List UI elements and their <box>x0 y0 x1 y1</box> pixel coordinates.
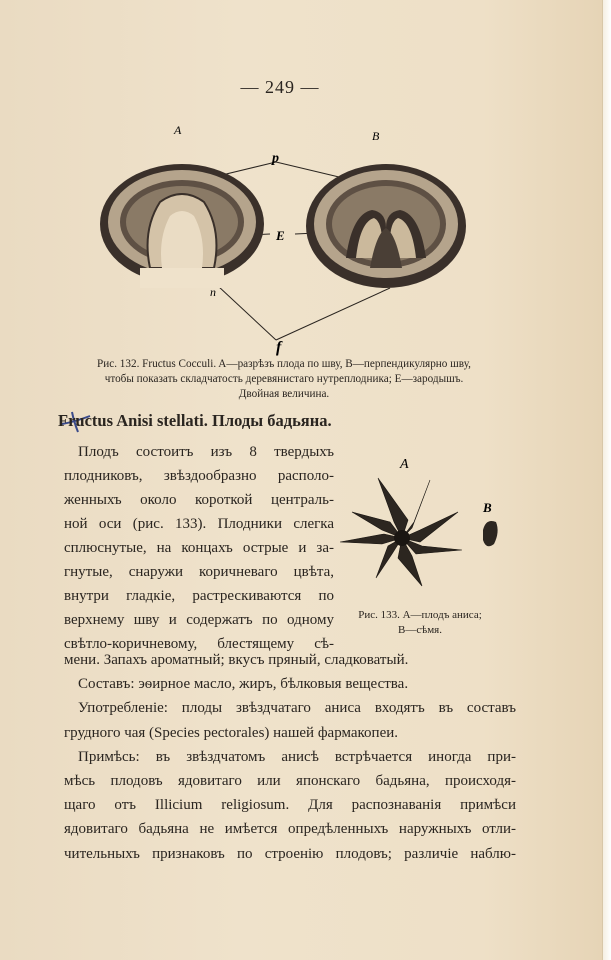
fig132-label-f: f <box>276 339 282 356</box>
fig133-label-b: B <box>483 500 492 515</box>
page-number: — 249 — <box>240 77 320 97</box>
text-line: ной оси (рис. 133). Плодники слегка <box>64 516 334 532</box>
section-heading: Fructus Anisi stellati. Плоды бадьяна. <box>58 411 332 430</box>
fruit-a-drawing <box>100 164 264 288</box>
text-line: плодниковъ, звѣздообразно располо- <box>64 468 334 484</box>
fig132-label-e: E <box>276 228 285 243</box>
caption-line: Рис. 133. A—плодъ аниса; <box>358 609 482 621</box>
caption-line: B—сѣмя. <box>398 624 442 636</box>
figure-132 <box>90 118 490 358</box>
text-line: гнутые, снаружи коричневаго цвѣта, <box>64 564 334 580</box>
text-line: внутри гладкіе, растрескиваются по <box>64 588 334 604</box>
text-line: мѣсь плодовъ ядовитаго или японскаго бадьяна, происходя- <box>64 773 516 790</box>
fig132-label-p: p <box>272 151 279 166</box>
fig132-label-b: B <box>372 129 380 143</box>
fig132-label-a: A <box>174 123 182 137</box>
text-line: мени. Запахъ ароматный; вкусъ пряный, сладковатый. <box>64 652 409 668</box>
text-line: верхнему шву и содержатъ по одному <box>64 612 334 628</box>
figure-133 <box>340 452 510 602</box>
text-line: свѣтло-коричневому, блестящему сѣ- <box>64 636 334 652</box>
figure-133-caption <box>332 608 508 638</box>
text-line: Употребленіе: плоды звѣздчатаго аниса входятъ въ составъ <box>78 700 516 717</box>
caption-line: Двойная величина. <box>238 388 330 400</box>
fruit-b-drawing <box>306 164 466 288</box>
text-line: сплюснутые, на концахъ острые и за- <box>64 540 334 556</box>
text-line: Примѣсь: въ звѣздчатомъ анисѣ встрѣчается иногда при- <box>78 748 516 765</box>
fig133-label-a: A <box>400 457 409 472</box>
caption-line: Рис. 132. Fructus Cocculi. A—разрѣзъ плода по шву, B—перпендикулярно шву, <box>97 358 471 370</box>
text-line: женныхъ около короткой централь- <box>64 492 334 508</box>
star-anise-drawing <box>340 478 462 586</box>
seed-drawing <box>483 521 498 546</box>
text-line: грудного чая (Species pectorales) нашей фармакопеи. <box>64 724 399 741</box>
text-line: ядовитаго бадьяна не имѣется опредѣленныхъ наружныхъ отли- <box>64 821 516 838</box>
text-line: щаго отъ Illicium religiosum. Для распознаванія примѣси <box>64 797 516 814</box>
fig132-label-n: n <box>210 285 216 299</box>
text-line: Составъ: эѳирное масло, жиръ, бѣлковыя вещества. <box>78 676 409 693</box>
caption-line: чтобы показать складчатость деревянистаго нутреплодника; E—зародышъ. <box>104 373 464 385</box>
page-edge <box>602 0 611 960</box>
body-text <box>64 648 516 866</box>
figure-132-caption <box>42 357 526 402</box>
intro-paragraph <box>64 440 334 656</box>
text-line: чительныхъ признаковъ по строенію плодовъ; различіе наблю- <box>64 845 516 862</box>
text-line: Плодъ состоитъ изъ 8 твердыхъ <box>78 444 334 460</box>
